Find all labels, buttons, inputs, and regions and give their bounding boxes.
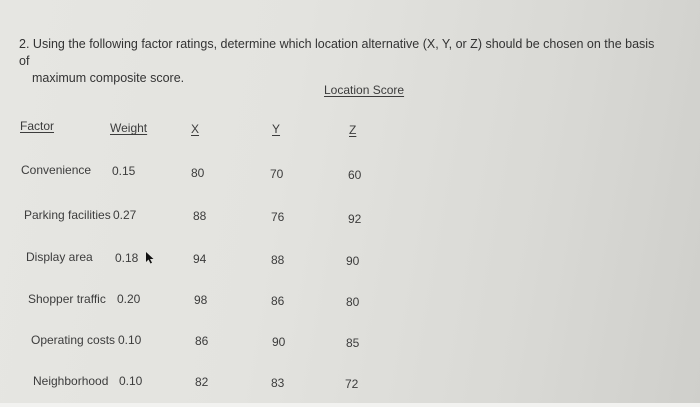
row-factor: Parking facilities [24, 208, 111, 222]
row-z: 85 [346, 336, 360, 350]
y-header: Y [272, 122, 281, 136]
weight-header: Weight [110, 121, 148, 135]
bottom-edge [0, 403, 700, 407]
question-text [19, 36, 659, 87]
row-factor: Display area [26, 250, 93, 264]
row-z: 60 [348, 168, 362, 182]
question-line-2: maximum composite score. [32, 71, 185, 85]
row-x: 88 [193, 209, 207, 223]
row-weight: 0.15 [112, 164, 136, 178]
x-header: X [191, 122, 200, 136]
row-weight: 0.10 [118, 333, 142, 347]
row-factor: Operating costs [31, 333, 116, 347]
row-z: 92 [348, 212, 362, 226]
row-z: 72 [345, 377, 359, 391]
question-number: 2. [19, 37, 30, 51]
question-line-1: Using the following factor ratings, determine which location alternative (X, Y, or Z) should be chosen on the basis of [19, 37, 655, 68]
row-x: 86 [195, 334, 209, 348]
row-x: 80 [191, 166, 205, 180]
factor-header: Factor [20, 119, 55, 133]
mouse-pointer-icon [145, 252, 154, 264]
z-header: Z [349, 123, 357, 137]
row-z: 80 [346, 295, 360, 309]
row-x: 98 [194, 293, 208, 307]
row-y: 83 [271, 376, 285, 390]
row-y: 76 [271, 210, 285, 224]
row-x: 94 [193, 252, 207, 266]
row-weight: 0.18 [115, 251, 139, 265]
row-factor: Convenience [21, 163, 92, 177]
row-y: 88 [271, 253, 285, 267]
location-score-header: Location Score [324, 83, 405, 97]
row-y: 70 [270, 167, 284, 181]
row-x: 82 [195, 375, 209, 389]
row-weight: 0.20 [117, 292, 141, 306]
row-weight: 0.27 [113, 208, 137, 222]
row-factor: Neighborhood [33, 374, 109, 388]
row-y: 90 [272, 335, 286, 349]
row-weight: 0.10 [119, 374, 143, 388]
row-factor: Shopper traffic [28, 292, 106, 306]
row-y: 86 [271, 294, 285, 308]
row-z: 90 [346, 254, 360, 268]
